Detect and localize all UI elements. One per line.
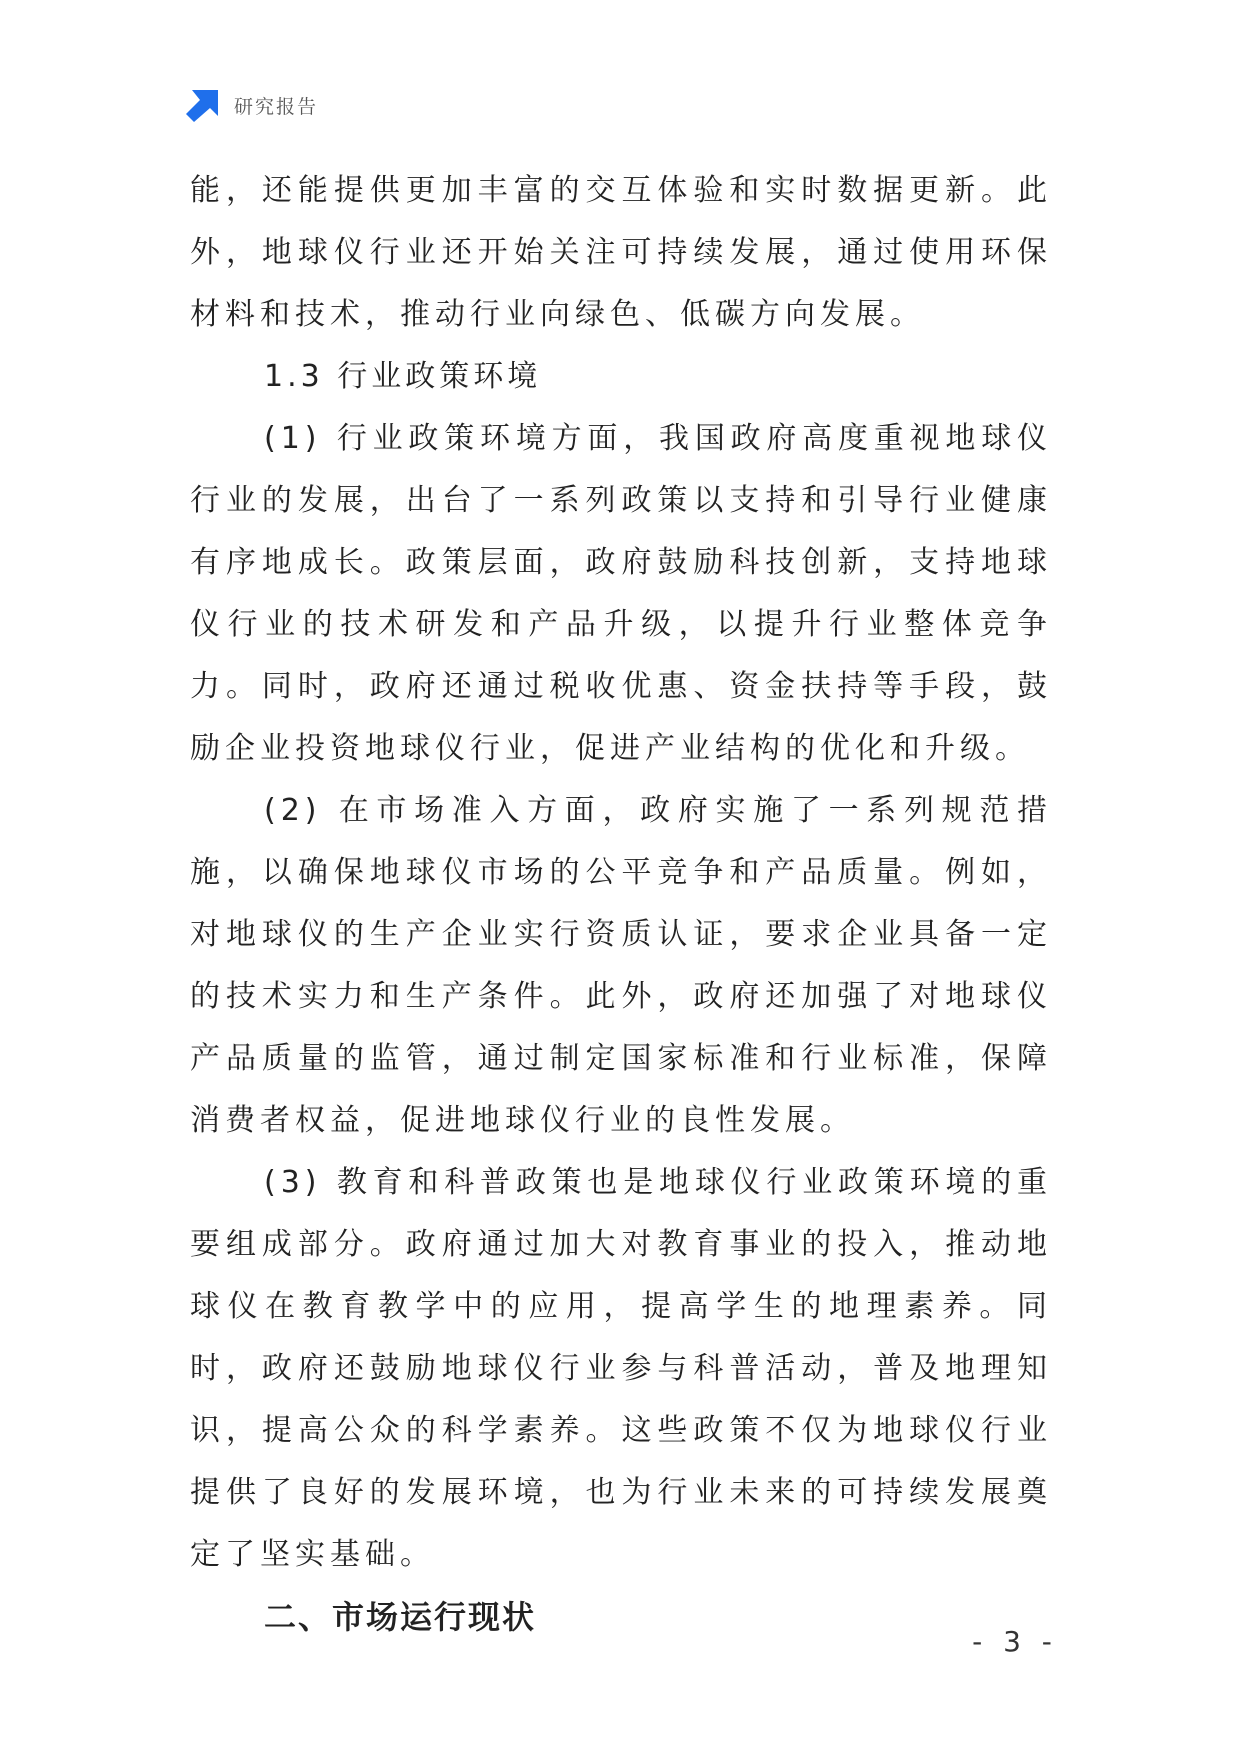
section-heading: 二、市场运行现状 [264,1598,537,1636]
arrow-up-right-icon [186,88,220,122]
subsection-title: 1.3 行业政策环境 [264,359,542,394]
document-body [190,160,1052,1648]
report-label: 研究报告 [234,95,319,118]
paragraph-2: (2) 在市场准入方面，政府实施了一系列规范措施，以确保地球仪市场的公平竞争和产品质量。例如，对地球仪的生产企业实行资质认证，要求企业具备一定的技术实力和生产条件。此外，政府还加强了对地球仪产品质量的监管，通过制定国家标准和行业标准，保障消费者权益，促进地球仪行业的良性发展。 [190,793,1052,1138]
report-header [186,88,318,122]
paragraph-continued: 能，还能提供更加丰富的交互体验和实时数据更新。此外，地球仪行业还开始关注可持续发展，通过使用环保材料和技术，推动行业向绿色、低碳方向发展。 [190,173,1052,332]
paragraph-1: (1) 行业政策环境方面，我国政府高度重视地球仪行业的发展，出台了一系列政策以支持和引导行业健康有序地成长。政策层面，政府鼓励科技创新，支持地球仪行业的技术研发和产品升级，以提升行业整体竞争力。同时，政府还通过税收优惠、资金扶持等手段，鼓励企业投资地球仪行业，促进产业结构的优化和升级。 [190,421,1052,766]
paragraph-3: (3) 教育和科普政策也是地球仪行业政策环境的重要组成部分。政府通过加大对教育事业的投入，推动地球仪在教育教学中的应用，提高学生的地理素养。同时，政府还鼓励地球仪行业参与科普活动，普及地理知识，提高公众的科学素养。这些政策不仅为地球仪行业提供了良好的发展环境，也为行业未来的可持续发展奠定了坚实基础。 [190,1165,1052,1572]
page-number: - 3 - [972,1625,1058,1658]
